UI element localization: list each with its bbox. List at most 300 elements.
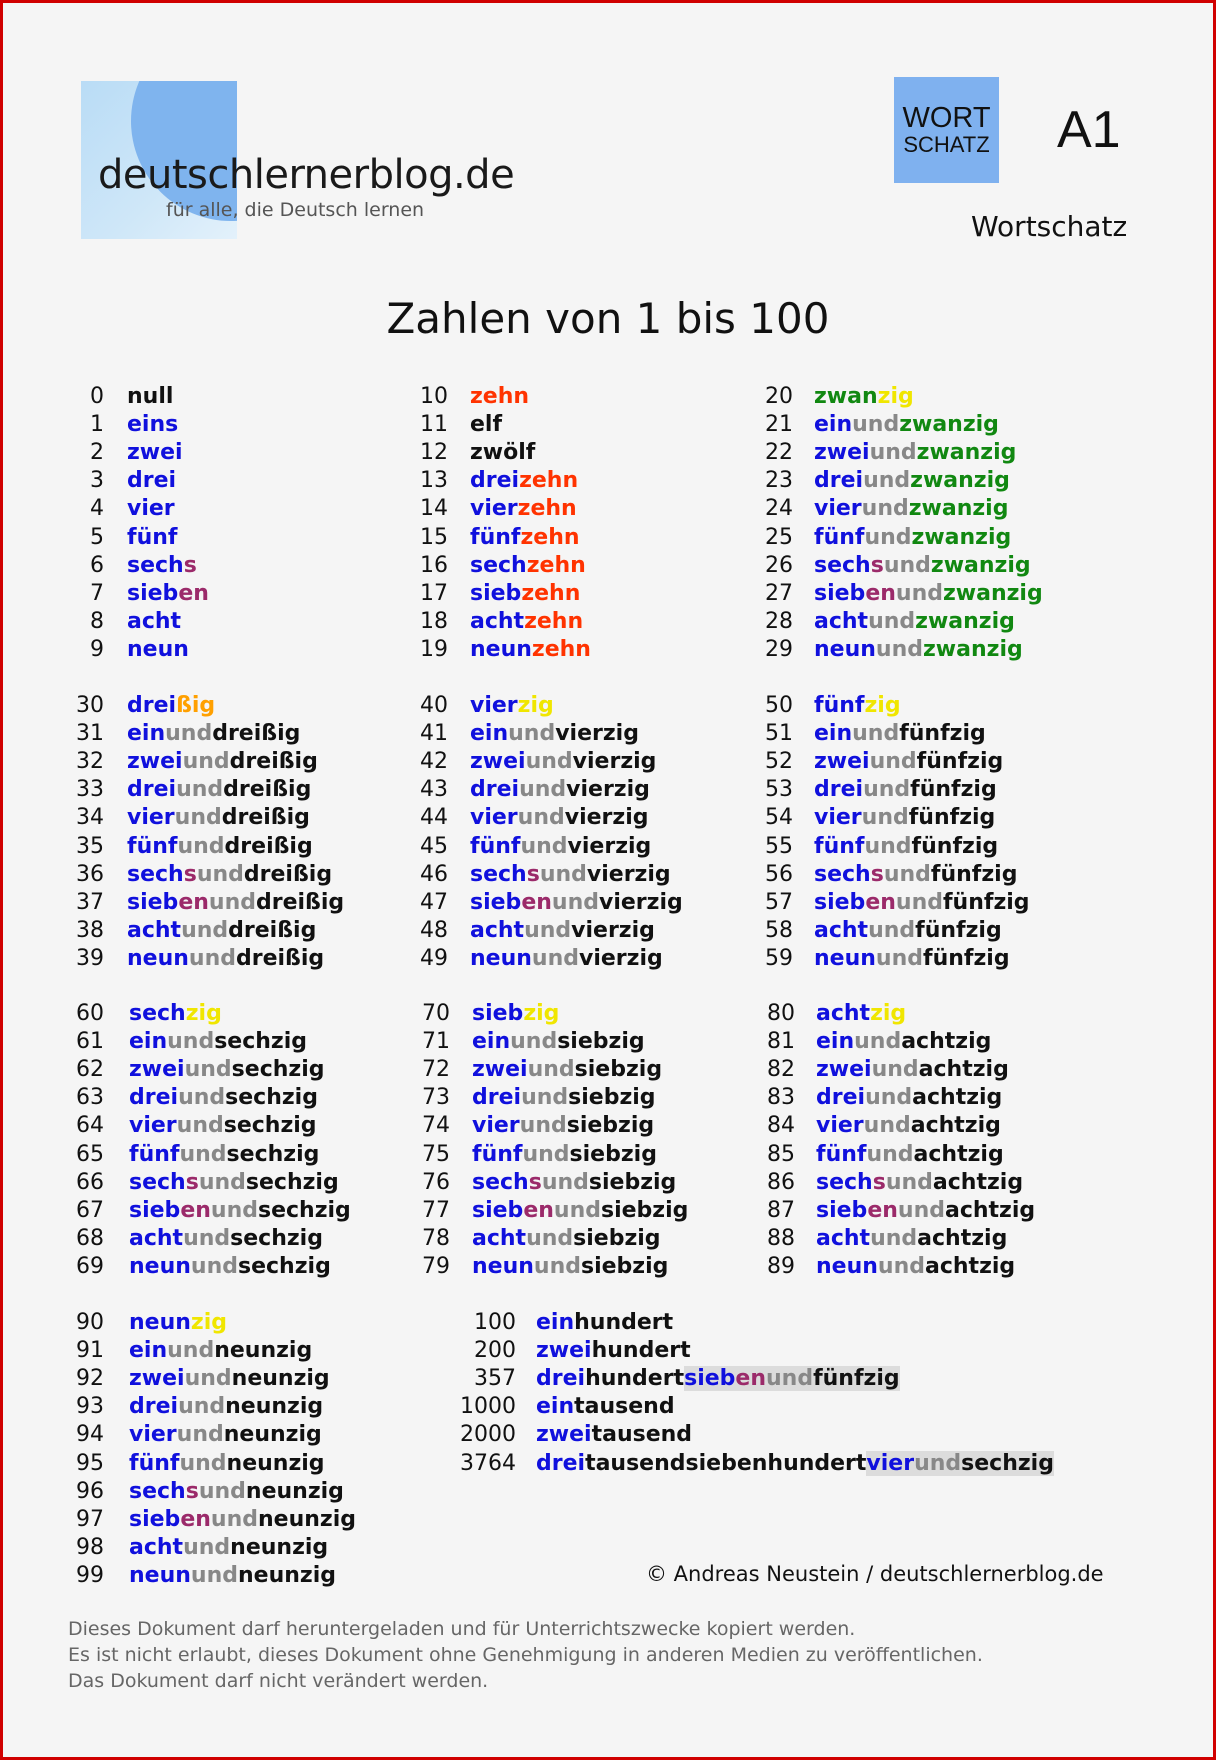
number-digits: 15 xyxy=(420,525,448,550)
word-part: neun xyxy=(470,637,532,662)
word-part: zwei xyxy=(814,749,870,774)
word-part: en xyxy=(521,890,552,915)
number-digits: 1000 xyxy=(460,1394,516,1419)
number-word xyxy=(536,1365,900,1393)
number-digits: 59 xyxy=(765,946,793,971)
word-part: dreißig xyxy=(255,890,345,915)
number-word xyxy=(129,1309,227,1337)
number-word xyxy=(470,804,648,832)
word-part: en xyxy=(735,1366,766,1391)
word-part: zwanzig xyxy=(923,637,1023,662)
word-part: und xyxy=(863,777,911,802)
number-word xyxy=(127,608,181,636)
number-digits: 80 xyxy=(767,1001,795,1026)
word-part: dreißig xyxy=(212,721,301,746)
word-part: siebzig xyxy=(569,1142,657,1167)
word-part: drei xyxy=(814,468,864,493)
number-digits: 22 xyxy=(765,440,793,465)
word-part: zwei xyxy=(129,1366,185,1391)
word-part: neunzig xyxy=(230,1535,329,1560)
number-word xyxy=(127,439,183,467)
number-digits: 20 xyxy=(765,384,793,409)
word-part: und xyxy=(190,1563,238,1588)
number-digits: 68 xyxy=(76,1226,104,1251)
word-part: und xyxy=(521,1085,569,1110)
word-part: drei xyxy=(127,777,177,802)
word-part: sech xyxy=(470,553,527,578)
number-digits: 82 xyxy=(767,1057,795,1082)
word-part: siebzig xyxy=(566,1113,655,1138)
number-digits: 65 xyxy=(76,1142,104,1167)
word-part: neunzig xyxy=(214,1338,313,1363)
word-part: fünf xyxy=(129,1451,180,1476)
number-digits: 96 xyxy=(76,1479,104,1504)
word-part: s xyxy=(183,553,197,578)
word-part: vier xyxy=(127,496,175,521)
word-part: sech xyxy=(129,1479,186,1504)
word-part: neun xyxy=(127,637,189,662)
word-part: fünfzig xyxy=(910,777,997,802)
number-word xyxy=(129,1141,319,1169)
word-part: und xyxy=(553,1198,601,1223)
word-part: und xyxy=(527,1057,575,1082)
number-digits: 75 xyxy=(422,1142,450,1167)
number-digits: 3 xyxy=(90,468,104,493)
number-word xyxy=(129,1478,344,1506)
word-part: und xyxy=(190,1254,238,1279)
word-part: acht xyxy=(816,1226,871,1251)
word-part: und xyxy=(210,1198,258,1223)
word-part: siebzig xyxy=(573,1226,661,1251)
word-part: und xyxy=(865,1085,913,1110)
number-word xyxy=(816,1028,991,1056)
number-digits: 49 xyxy=(420,946,448,971)
word-part: und xyxy=(531,946,579,971)
number-digits: 89 xyxy=(767,1254,795,1279)
number-digits: 81 xyxy=(767,1029,795,1054)
number-digits: 25 xyxy=(765,525,793,550)
word-part: neunzig xyxy=(257,1507,356,1532)
word-part: neun xyxy=(470,946,532,971)
number-digits: 43 xyxy=(420,777,448,802)
word-part: sechzig xyxy=(245,1170,339,1195)
word-part: zig xyxy=(523,1001,560,1026)
word-part: und xyxy=(541,1170,589,1195)
word-part: und xyxy=(176,777,224,802)
word-part: und xyxy=(895,890,943,915)
number-word xyxy=(536,1393,675,1421)
word-part: fünf xyxy=(127,525,178,550)
number-digits: 46 xyxy=(420,862,448,887)
number-word xyxy=(470,467,578,495)
number-digits: 2000 xyxy=(460,1422,516,1447)
word-part: und xyxy=(766,1366,814,1391)
number-digits: 100 xyxy=(474,1310,516,1335)
word-part: und xyxy=(861,805,909,830)
word-part: zwei xyxy=(127,440,183,465)
number-digits: 51 xyxy=(765,721,793,746)
word-part: zig xyxy=(877,384,914,409)
word-part: sieb xyxy=(129,1507,181,1532)
number-digits: 87 xyxy=(767,1198,795,1223)
legal-line: Dieses Dokument darf heruntergeladen und für Unterrichtszwecke kopiert werden. xyxy=(68,1618,856,1640)
word-part: en xyxy=(180,1198,211,1223)
word-part: achtzig xyxy=(932,1170,1024,1195)
number-word xyxy=(814,467,1010,495)
logo-subtitle: für alle, die Deutsch lernen xyxy=(166,199,425,221)
word-part: und xyxy=(188,946,236,971)
word-part: und xyxy=(178,1085,226,1110)
word-part: und xyxy=(551,890,599,915)
word-part: und xyxy=(520,834,568,859)
number-word xyxy=(129,1028,307,1056)
word-part: fünf xyxy=(129,1142,180,1167)
number-word xyxy=(129,1562,336,1590)
number-digits: 21 xyxy=(765,412,793,437)
word-part: und xyxy=(177,834,225,859)
number-word xyxy=(472,1253,668,1281)
number-digits: 90 xyxy=(76,1310,104,1335)
word-part: vier xyxy=(470,693,518,718)
number-word xyxy=(129,1084,318,1112)
number-digits: 35 xyxy=(76,834,104,859)
number-digits: 4 xyxy=(90,496,104,521)
word-part: zehn xyxy=(520,525,580,550)
word-part: fünfzig xyxy=(908,805,996,830)
number-digits: 44 xyxy=(420,805,448,830)
word-part: und xyxy=(510,1029,558,1054)
number-digits: 40 xyxy=(420,693,448,718)
number-word xyxy=(470,889,683,917)
word-part: und xyxy=(184,1057,232,1082)
number-digits: 357 xyxy=(474,1366,516,1391)
number-digits: 62 xyxy=(76,1057,104,1082)
word-part: und xyxy=(866,1142,914,1167)
word-part: und xyxy=(526,1226,574,1251)
number-digits: 92 xyxy=(76,1366,104,1391)
word-part: und xyxy=(525,749,573,774)
number-digits: 16 xyxy=(420,553,448,578)
word-part: und xyxy=(854,1029,902,1054)
word-part: dreißig xyxy=(223,777,312,802)
word-part: sieb xyxy=(472,1001,524,1026)
number-digits: 73 xyxy=(422,1085,450,1110)
number-digits: 10 xyxy=(420,384,448,409)
word-part: zwanzig xyxy=(910,468,1010,493)
word-part: acht xyxy=(472,1226,527,1251)
number-word xyxy=(470,861,671,889)
word-part: zehn xyxy=(524,609,584,634)
word-part: fünf xyxy=(814,834,865,859)
number-digits: 45 xyxy=(420,834,448,859)
word-part: und xyxy=(179,1451,227,1476)
word-part: zwei xyxy=(470,749,526,774)
number-digits: 86 xyxy=(767,1170,795,1195)
word-part: zwei xyxy=(536,1422,592,1447)
number-digits: 91 xyxy=(76,1338,104,1363)
number-word xyxy=(127,889,344,917)
word-part: s xyxy=(183,862,197,887)
word-part: neun xyxy=(129,1310,191,1335)
number-digits: 83 xyxy=(767,1085,795,1110)
word-part: s xyxy=(528,1170,542,1195)
word-part: fünf xyxy=(472,1142,523,1167)
word-part: und xyxy=(875,637,923,662)
number-word xyxy=(814,495,1008,523)
word-part: sechzig xyxy=(257,1198,351,1223)
word-part: ein xyxy=(470,721,509,746)
word-part: und xyxy=(863,468,911,493)
number-word xyxy=(472,1197,688,1225)
word-part: vier xyxy=(470,496,518,521)
number-digits: 26 xyxy=(765,553,793,578)
number-word xyxy=(814,411,999,439)
category-label: Wortschatz xyxy=(971,210,1128,243)
word-part: en xyxy=(865,890,896,915)
number-word xyxy=(472,1141,657,1169)
number-word xyxy=(470,608,583,636)
word-part: en xyxy=(867,1198,898,1223)
word-part: fünfzig xyxy=(916,749,1004,774)
number-word xyxy=(127,383,173,411)
number-digits: 23 xyxy=(765,468,793,493)
word-part: fünf xyxy=(816,1142,867,1167)
number-word xyxy=(129,1421,322,1449)
number-digits: 200 xyxy=(474,1338,516,1363)
word-part: fünfzig xyxy=(813,1366,900,1391)
word-part: sechzig xyxy=(223,1113,317,1138)
number-digits: 14 xyxy=(420,496,448,521)
number-word xyxy=(814,580,1043,608)
number-digits: 36 xyxy=(76,862,104,887)
word-part: siebzig xyxy=(574,1057,663,1082)
number-word xyxy=(129,1169,339,1197)
word-part: fünf xyxy=(814,693,865,718)
word-part: ein xyxy=(816,1029,855,1054)
word-part: drei xyxy=(470,777,520,802)
number-word xyxy=(814,889,1030,917)
number-digits: 53 xyxy=(765,777,793,802)
word-part: und xyxy=(895,581,943,606)
number-digits: 94 xyxy=(76,1422,104,1447)
word-part: und xyxy=(883,862,931,887)
word-part: vierzig xyxy=(571,918,655,943)
word-part: fünfzig xyxy=(930,862,1018,887)
word-part: und xyxy=(533,1254,581,1279)
number-word xyxy=(536,1421,692,1449)
word-part: sieb xyxy=(814,890,866,915)
number-digits: 79 xyxy=(422,1254,450,1279)
word-part: vierzig xyxy=(572,749,657,774)
word-part: neunzig xyxy=(238,1563,337,1588)
number-word xyxy=(127,861,332,889)
word-part: sieb xyxy=(816,1198,868,1223)
word-part: und xyxy=(196,862,244,887)
word-part: und xyxy=(179,1142,227,1167)
number-word xyxy=(536,1450,1054,1478)
logo-text: deutschlernerblog.de xyxy=(98,152,515,198)
copyright-notice: © Andreas Neustein / deutschlernerblog.de xyxy=(646,1562,1104,1586)
number-digits: 72 xyxy=(422,1057,450,1082)
word-part: neun xyxy=(127,946,189,971)
number-word xyxy=(816,1000,906,1028)
word-part: elf xyxy=(470,412,503,437)
number-digits: 98 xyxy=(76,1535,104,1560)
number-digits: 18 xyxy=(420,609,448,634)
word-part: zwan xyxy=(814,384,878,409)
number-word xyxy=(814,608,1015,636)
number-word xyxy=(129,1000,222,1028)
word-part: zwanzig xyxy=(942,581,1043,606)
word-part: und xyxy=(167,1338,215,1363)
word-part: vier xyxy=(866,1451,915,1476)
word-part: sechzig xyxy=(226,1142,320,1167)
word-part: fünfzig xyxy=(942,890,1030,915)
word-part: ein xyxy=(127,721,166,746)
word-part: und xyxy=(852,412,900,437)
word-part: zig xyxy=(185,1001,222,1026)
word-part: und xyxy=(875,946,923,971)
number-word xyxy=(814,945,1010,973)
number-word xyxy=(127,804,310,832)
number-digits: 32 xyxy=(76,749,104,774)
number-digits: 66 xyxy=(76,1170,104,1195)
number-word xyxy=(816,1253,1015,1281)
word-part: en xyxy=(180,1507,211,1532)
word-part: drei xyxy=(814,777,864,802)
number-word xyxy=(470,833,651,861)
word-part: und xyxy=(864,525,912,550)
number-digits: 19 xyxy=(420,637,448,662)
number-digits: 97 xyxy=(76,1507,104,1532)
word-part: dreißig xyxy=(228,918,317,943)
badge-line-2: SCHATZ xyxy=(903,132,990,157)
word-part: vierzig xyxy=(564,805,649,830)
word-part: acht xyxy=(129,1535,184,1560)
word-part: tausend xyxy=(591,1422,693,1447)
number-word xyxy=(814,692,901,720)
number-word xyxy=(814,720,986,748)
number-word xyxy=(470,720,639,748)
word-part: zig xyxy=(870,1001,907,1026)
word-part: fünf xyxy=(814,525,865,550)
word-part: vier xyxy=(129,1422,177,1447)
number-word xyxy=(127,495,175,523)
word-part: null xyxy=(127,384,174,409)
word-part: acht xyxy=(129,1226,184,1251)
word-part: achtzig xyxy=(917,1226,1008,1251)
word-part: vierzig xyxy=(555,721,639,746)
word-part: dreißig xyxy=(221,805,310,830)
word-part: und xyxy=(871,1057,919,1082)
number-digits: 60 xyxy=(76,1001,104,1026)
number-word xyxy=(129,1506,356,1534)
number-digits: 93 xyxy=(76,1394,104,1419)
number-word xyxy=(129,1450,325,1478)
word-part: und xyxy=(861,496,909,521)
word-part: vierzig xyxy=(567,834,652,859)
word-part: zwanzig xyxy=(930,553,1031,578)
number-digits: 54 xyxy=(765,805,793,830)
number-digits: 29 xyxy=(765,637,793,662)
word-part: drei xyxy=(536,1366,586,1391)
number-digits: 61 xyxy=(76,1029,104,1054)
word-part: fünf xyxy=(470,525,521,550)
number-word xyxy=(470,552,586,580)
word-part: acht xyxy=(814,609,869,634)
number-word xyxy=(470,636,591,664)
word-part: sech xyxy=(127,553,184,578)
number-word xyxy=(129,1337,312,1365)
word-part: neunzig xyxy=(231,1366,330,1391)
word-part: fünf xyxy=(127,834,178,859)
word-part: en xyxy=(178,581,209,606)
word-part: und xyxy=(539,862,587,887)
word-part: acht xyxy=(816,1001,871,1026)
word-part: ßig xyxy=(176,693,216,718)
word-part: ein xyxy=(814,412,853,437)
number-word xyxy=(816,1169,1023,1197)
number-digits: 55 xyxy=(765,834,793,859)
word-part: zehn xyxy=(519,468,579,493)
number-word xyxy=(470,776,650,804)
word-part: zig xyxy=(517,693,554,718)
word-part: zehn xyxy=(531,637,591,662)
number-word xyxy=(470,495,577,523)
number-digits: 34 xyxy=(76,805,104,830)
word-part: ein xyxy=(536,1394,575,1419)
word-part: sechzig xyxy=(238,1254,331,1279)
word-part: s xyxy=(526,862,540,887)
word-part: sieb xyxy=(127,581,179,606)
word-part: drei xyxy=(470,468,520,493)
word-part: achtzig xyxy=(913,1142,1004,1167)
word-part: drei xyxy=(127,693,177,718)
number-word xyxy=(814,833,998,861)
word-part: neunzig xyxy=(226,1451,325,1476)
word-part: zwei xyxy=(472,1057,528,1082)
number-digits: 0 xyxy=(90,384,104,409)
level-label: A1 xyxy=(1057,101,1121,159)
word-part: fünfzig xyxy=(899,721,986,746)
number-word xyxy=(814,776,997,804)
number-word xyxy=(127,833,313,861)
word-part: und xyxy=(176,1113,224,1138)
word-part: und xyxy=(519,1113,567,1138)
word-part: sieb xyxy=(472,1198,524,1223)
word-part: sechzig xyxy=(961,1451,1054,1476)
word-part: achtzig xyxy=(912,1085,1003,1110)
word-part: dreißig xyxy=(236,946,325,971)
number-word xyxy=(470,917,655,945)
number-digits: 9 xyxy=(90,637,104,662)
number-word xyxy=(127,524,177,552)
word-part: ein xyxy=(129,1029,168,1054)
number-word xyxy=(127,776,311,804)
number-word xyxy=(814,917,1002,945)
word-part: en xyxy=(865,581,896,606)
word-part: sech xyxy=(129,1170,186,1195)
word-part: sieb xyxy=(127,890,179,915)
number-digits: 56 xyxy=(765,862,793,887)
number-word xyxy=(470,945,663,973)
number-digits: 78 xyxy=(422,1226,450,1251)
word-part: vier xyxy=(814,805,862,830)
word-part: drei xyxy=(472,1085,522,1110)
word-part: zwanzig xyxy=(911,525,1012,550)
word-part: neunzig xyxy=(225,1394,324,1419)
word-part: vierzig xyxy=(579,946,663,971)
